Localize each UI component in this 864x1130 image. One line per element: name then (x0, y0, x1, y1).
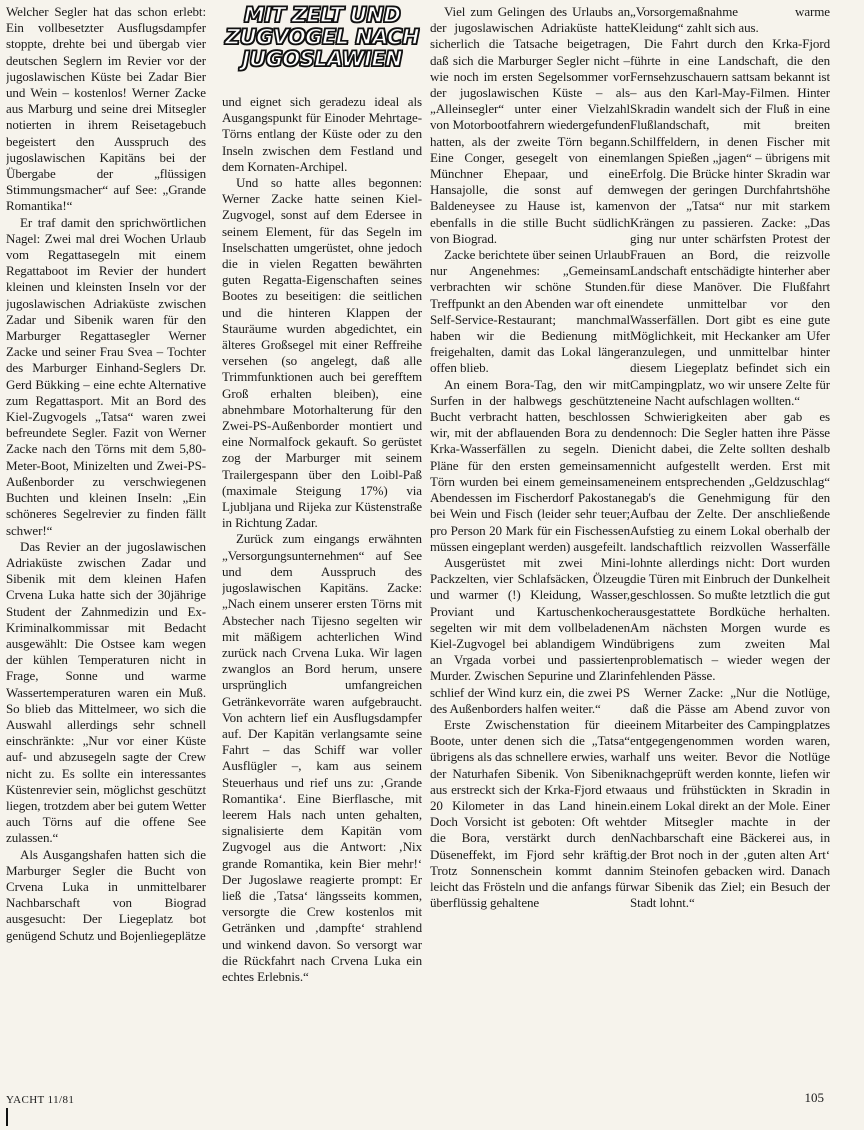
paragraph: Welcher Segler hat das schon erlebt: Ein vollbesetzter Ausflugsdampfer stoppte, drehte bei und übergab vier deutschen Seglern im Revier vor der jugoslawischen Küste bei Zadar Bier und Wein – kostenlos! Werner Zacke aus Marburg und seine drei Mitsegler notierten in ihrem Reisetagebuch begeistert den Ausspruch des jugoslawischen Kapitäns bei der Übergabe der „flüssigen Stimmungsmacher“ auf See: „Grande Romantika!“ (6, 4, 206, 214)
headline-line-1: MIT ZELT UND (243, 4, 401, 27)
article-column-3 (430, 4, 630, 1090)
article-column-2 (222, 4, 422, 1090)
headline-line-2: ZUGVOGEL NACH (225, 25, 419, 49)
paragraph: Zurück zum eingangs erwähnten „Versorgungsunternehmen“ auf See und dem Ausspruch des jugoslawischen Kapitäns. Zacke: „Nach einem unserer ersten Törns mit Abstecher nach Tijesno segelten wir mit mäßigem achterlichen Wind zurück nach Crvena Luka. Wir lagen zwanglos an Bord herum, unsere ursprünglich umfangreichen Getränkevorräte waren aufgebraucht. Von achtern lief ein Ausflugsdampfer auf. Der Kapitän verlangsamte seine Fahrt – das Schiff war voller Ausflügler –, kam aus seinem Steuerhaus und rief uns zu: ‚Grande Romantika‘. Eine Bierflasche, mit leerem Hals nach unten gehalten, signalisierte dem Kapitän vom Zugvogel aus die Antwort: ‚Nix grande Romantika, kein Bier mehr!‘ Der Jugoslawe reagierte prompt: Er ließ die ‚Tatsa‘ längsseits kommen, versorgte die Crew kostenlos mit Getränken und ‚dampfte‘ strahlend und winkend davon. So versorgt war die Rückfahrt nach Crvena Luka ein echtes Erlebnis.“ (222, 531, 422, 984)
paragraph: Erste Zwischenstation für die Boote, unter denen sich die „Tatsa“ übrigens als das schnellere erwies, war der Naturhafen Sibenik. Von Sibenik aus erstreckt sich der Krka-Fjord etwa 20 Kilometer in das Land hinein. Doch Vorsicht ist geboten: Oft weht die Bora, verstärkt durch den Düseneffekt, im Fjord sehr kräftig. Trotz Sonnenschein kommt dann leicht das Frösteln und die anfangs für überflüssig gehaltene (430, 716, 630, 911)
paragraph: „Vorsorgemaßnahme warme Kleidung“ zahlt sich aus. (630, 4, 830, 36)
paragraph: Viel zum Gelingen des Urlaubs an der jugoslawischen Adriaküste hatte sicherlich die Tatsache beigetragen, daß sich die Marburger Segler nicht – wie noch im ersten Segelsommer vor der jugoslawischen Küste – als „Alleinsegler“ unter einer Vielzahl von Motorbootfahrern wiedergefunden hatten, als der zweite Törn begann. Eine Conger, gesegelt von einem Münchner Ehepaar, und eine Hansajolle, die sonst auf dem Baldeneysee zu Hause ist, kamen ebenfalls in die stille Bucht südlich von Biograd. (430, 4, 630, 246)
article-column-1 (6, 4, 206, 1090)
paragraph: Schwierigkeiten aber gab es dennoch: Die Segler hatten ihre Pässe nicht dabei, die Zelte sollten deshalb nicht aufgestellt werden. Erst mit einem entsprechenden „Geldzuschlag“ gab's die Genehmigung für den Aufbau der Zelte. Der anschließende Aufstieg zu einem Lokal oberhalb der landschaftlich reizvollen Wasserfälle lohnte allerdings nicht: Dort wurden die Türen mit Einbruch der Dunkelheit geschlossen. So mußte letztlich die gut ausgestattete Bordküche herhalten. Am nächsten Morgen wurde es übrigens zum zweiten Mal problematisch – wieder wegen der fehlenden Pässe. (630, 409, 830, 684)
magazine-page (6, 4, 858, 1090)
issue-label: YACHT 11/81 (6, 1094, 75, 1106)
margin-mark (6, 1108, 8, 1126)
paragraph: An einem Bora-Tag, den wir mit Surfen in der halbwegs geschützten Bucht verbracht hatten, beschlossen wir, mit der abflauenden Bora zu den Krka-Wasserfällen zu segeln. Die Pläne für den ersten gemeinsamen Törn wurden bei einem gemeinsamen Abendessen im Fischerdorf Pakostane bei Wein und Fisch (leider sehr teuer; pro Person 20 Mark für ein Fischessen müssen eingeplant werden) ausgefeilt. (430, 376, 630, 554)
headline-line-3: JUGOSLAWIEN (242, 47, 402, 71)
paragraph: und eignet sich geradezu ideal als Ausgangspunkt für Einoder Mehrtage-Törns entlang der Küste oder zu den Inseln zwischen dem Festland und dem Kornaten-Archipel. (222, 94, 422, 174)
paragraph: Als Ausgangshafen hatten sich die Marburger Segler die Bucht von Crvena Luka in unmittelbarer Nachbarschaft von Biograd ausgesucht: Der Liegeplatz bot genügend Schutz und Bojenliegeplätze (6, 846, 206, 943)
paragraph: Er traf damit den sprichwörtlichen Nagel: Zwei mal drei Wochen Urlaub vom Regattasegeln mit einem Regattaboot im Revier der hundert kleinen und kleinsten Inseln vor der jugoslawischen Adriaküste zwischen Zadar und Sibenik waren für den Marburger Regattasegler Werner Zacke und seiner Frau Svea – Tochter des Marburger Einhand-Seglers Dr. Gerd Bükking – eine echte Alternative zum Regattasport. Mit an Bord des Kiel-Zugvogels „Tatsa“ waren zwei befreundete Segler. Fazit von Werner Zacke nach den Törns mit dem 5,80-Meter-Boot, Minizelten und Zwei-PS-Außenborder zu verschwiegenen Buchten und kleinen Inseln: „Ein schöneres Segelrevier zu finden fällt schwer!“ (6, 214, 206, 538)
paragraph: Zacke berichtete über seinen Urlaub nur Angenehmes: „Gemeinsam verbrachten wir schöne Stunden. Treffpunkt an den Abenden war oft ein Self-Service-Restaurant; manchmal haben wir die Bedienung mit freigehalten, damit das Lokal länger offen blieb. (430, 247, 630, 376)
headline (222, 4, 422, 88)
column-2-body (222, 94, 422, 985)
paragraph: Die Fahrt durch den Krka-Fjord führte in eine Landschaft, die den Fernsehzuschauern sattsam bekannt ist – aus den Karl-May-Filmen. Hinter Skradin wandelt sich der Fluß in eine Flußlandschaft, mit breiten Schilffeldern, in denen Fischer mit langen Spießen „jagen“ – übrigens mit Erfolg. Die Brücke hinter Skradin war wegen der geringen Durchfahrtshöhe von der „Tatsa“ nur mit starkem Krängen zu passieren. Zacke: „Das ging nur unter schärfsten Protest der Frauen an Bord, die reizvolle Landschaft entschädigte hinterher aber für diese Manöver. Die Flußfahrt endete unmittelbar vor den Wasserfällen. Dort gibt es eine gute Möglichkeit, mit Heckanker am Ufer anzulegen, und unmittelbar hinter diesem Liegeplatz befindet sich ein Campingplatz, wo wir unsere Zelte für eine Nacht aufschlagen wollten.“ (630, 36, 830, 408)
paragraph: Werner Zacke: „Nur die Notlüge, daß die Pässe am Abend zuvor von einem Mitarbeiter des Campingplatzes entgegengenommen worden waren, half uns weiter. Bevor die Notlüge nachgeprüft werden konnte, liefen wir aus und frühstückten in Skradin in einem Lokal direkt an der Mole. Einer der Mitsegler machte in der Nachbarschaft eine Bäckerei aus, in der Brot noch in der ‚guten alten Art‘ im Steinofen gebacken wird. Danach war Sibenik das Ziel; ein Besuch der Stadt lohnt.“ (630, 684, 830, 911)
page-number: 105 (804, 1090, 824, 1105)
article-column-4 (630, 4, 830, 1090)
paragraph: Und so hatte alles begonnen: Werner Zacke hatte seinen Kiel-Zugvogel, sonst auf dem Edersee in seinem Element, für das Segeln im Inselschatten umgerüstet, ohne jedoch die in vielen Regatten bewährten guten Regatta-Eigenschaften seines Bootes zu beseitigen: die seitlichen und die hinteren Klappen der Stauräume wurden abgedichtet, ein älteres Großsegel mit einer Reffreihe versehen (so angelegt, daß alle Trimmfunktionen auch bei gerefftem Groß erhalten bleiben), eine abnehmbare Motorhalterung für den Zwei-PS-Außenborder montiert und eine Normalfock gekauft. So gerüstet zog der Marburger mit seinem Trailergespann über den Loibl-Paß (maximale Steigung 17%) via Ljubljana und Rijeka zur Küstenstraße in Richtung Zadar. (222, 175, 422, 531)
paragraph: Ausgerüstet mit zwei Mini-Packzelten, vier Schlafsäcken, Ölzeug und warmer (!) Kleidung, Wasser, Proviant und Kartuschenkocher segelten wir mit dem vollbeladenen Kiel-Zugvogel bei ablandigem Wind an Vrgada vorbei und passierten Murder. Zwischen Sepurine und Zlarin schlief der Wind kurz ein, die zwei PS des Außenborders halfen weiter.“ (430, 554, 630, 716)
paragraph: Das Revier an der jugoslawischen Adriaküste zwischen Zadar und Sibenik mit dem kleinen Hafen Crvena Luka hatte sich der 30jährige Student der Zahnmedizin und Ex-Kriminalkommissar mit Bedacht ausgewählt: Die Ostsee kam wegen der kühlen Temperaturen nicht in Frage, Sonne und warme Wassertemperaturen waren ein Muß. So blieb das Mittelmeer, wo sich die Auswahl allerdings sehr schnell einschränkte: „Nur vor einer Küste auf- und abzusegeln sagte der Crew nicht zu. Es sollte ein interessantes Küstenrevier sein, möglichst geschützt liegen, trotzdem aber bei gutem Wetter auch Törns auf die offene See zulassen.“ (6, 538, 206, 846)
